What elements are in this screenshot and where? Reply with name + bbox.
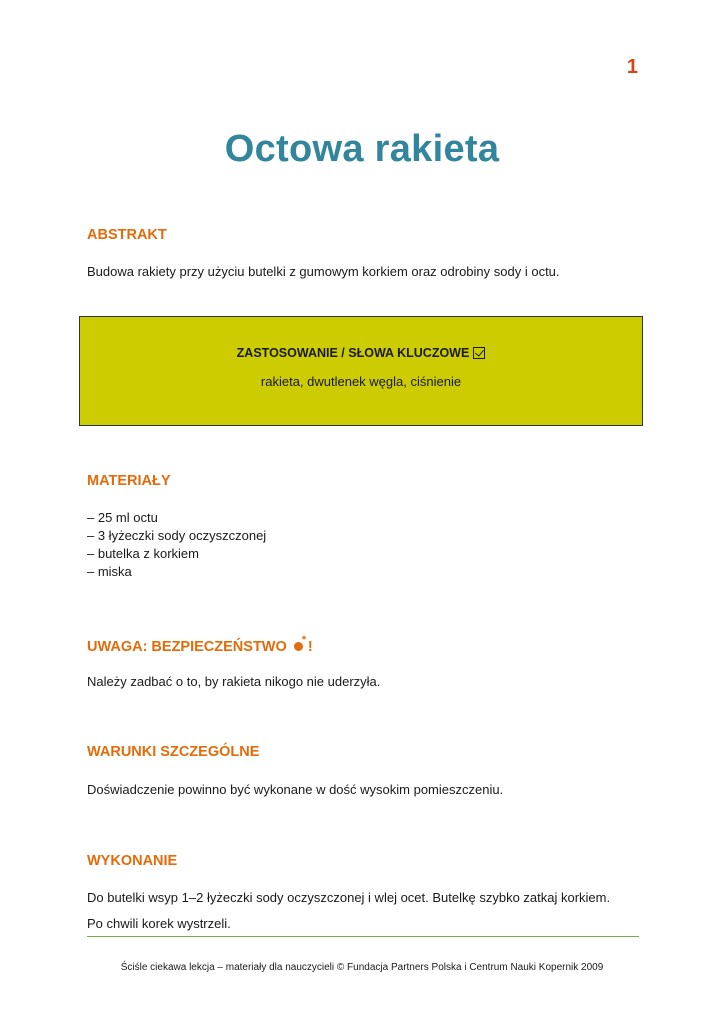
safety-text: Należy zadbać o to, by rakieta nikogo nie uderzyła.	[87, 674, 381, 689]
procedure-heading: WYKONANIE	[87, 853, 178, 869]
list-item: – miska	[87, 564, 132, 579]
materials-heading: MATERIAŁY	[87, 473, 171, 489]
safety-suffix: !	[307, 639, 313, 655]
list-item: – 25 ml octu	[87, 510, 158, 525]
procedure-text-line1: Do butelki wsyp 1–2 łyżeczki sody oczyszczonej i wlej ocet. Butelkę szybko zatkaj korkiem.	[87, 890, 611, 905]
safety-heading: UWAGA: BEZPIECZEŃSTWO	[87, 639, 287, 655]
checkbox-checked-icon	[473, 347, 485, 359]
conditions-heading: WARUNKI SZCZEGÓLNE	[87, 744, 260, 760]
safety-heading-row	[87, 638, 313, 655]
keywords-box	[79, 316, 643, 426]
abstract-text: Budowa rakiety przy użyciu butelki z gumowym korkiem oraz odrobiny sody i octu.	[87, 264, 560, 279]
list-item: – butelka z korkiem	[87, 546, 199, 561]
page-title: Octowa rakieta	[224, 128, 500, 170]
keywords-text: rakieta, dwutlenek węgla, ciśnienie	[260, 374, 462, 389]
bomb-icon	[293, 638, 308, 652]
keywords-heading: ZASTOSOWANIE / SŁOWA KLUCZOWE	[236, 346, 470, 360]
keywords-heading-row	[80, 346, 642, 360]
footer-text: Ściśle ciekawa lekcja – materiały dla nauczycieli © Fundacja Partners Polska i Centrum Nauki Kopernik 2009	[120, 962, 604, 973]
procedure-text-line2: Po chwili korek wystrzeli.	[87, 916, 231, 931]
conditions-text: Doświadczenie powinno być wykonane w dość wysokim pomieszczeniu.	[87, 782, 504, 797]
list-item: – 3 łyżeczki sody oczyszczonej	[87, 528, 267, 543]
materials-list	[87, 509, 266, 581]
footer-divider	[87, 936, 639, 937]
abstract-heading: ABSTRAKT	[87, 227, 167, 243]
page-number: 1	[626, 56, 638, 78]
